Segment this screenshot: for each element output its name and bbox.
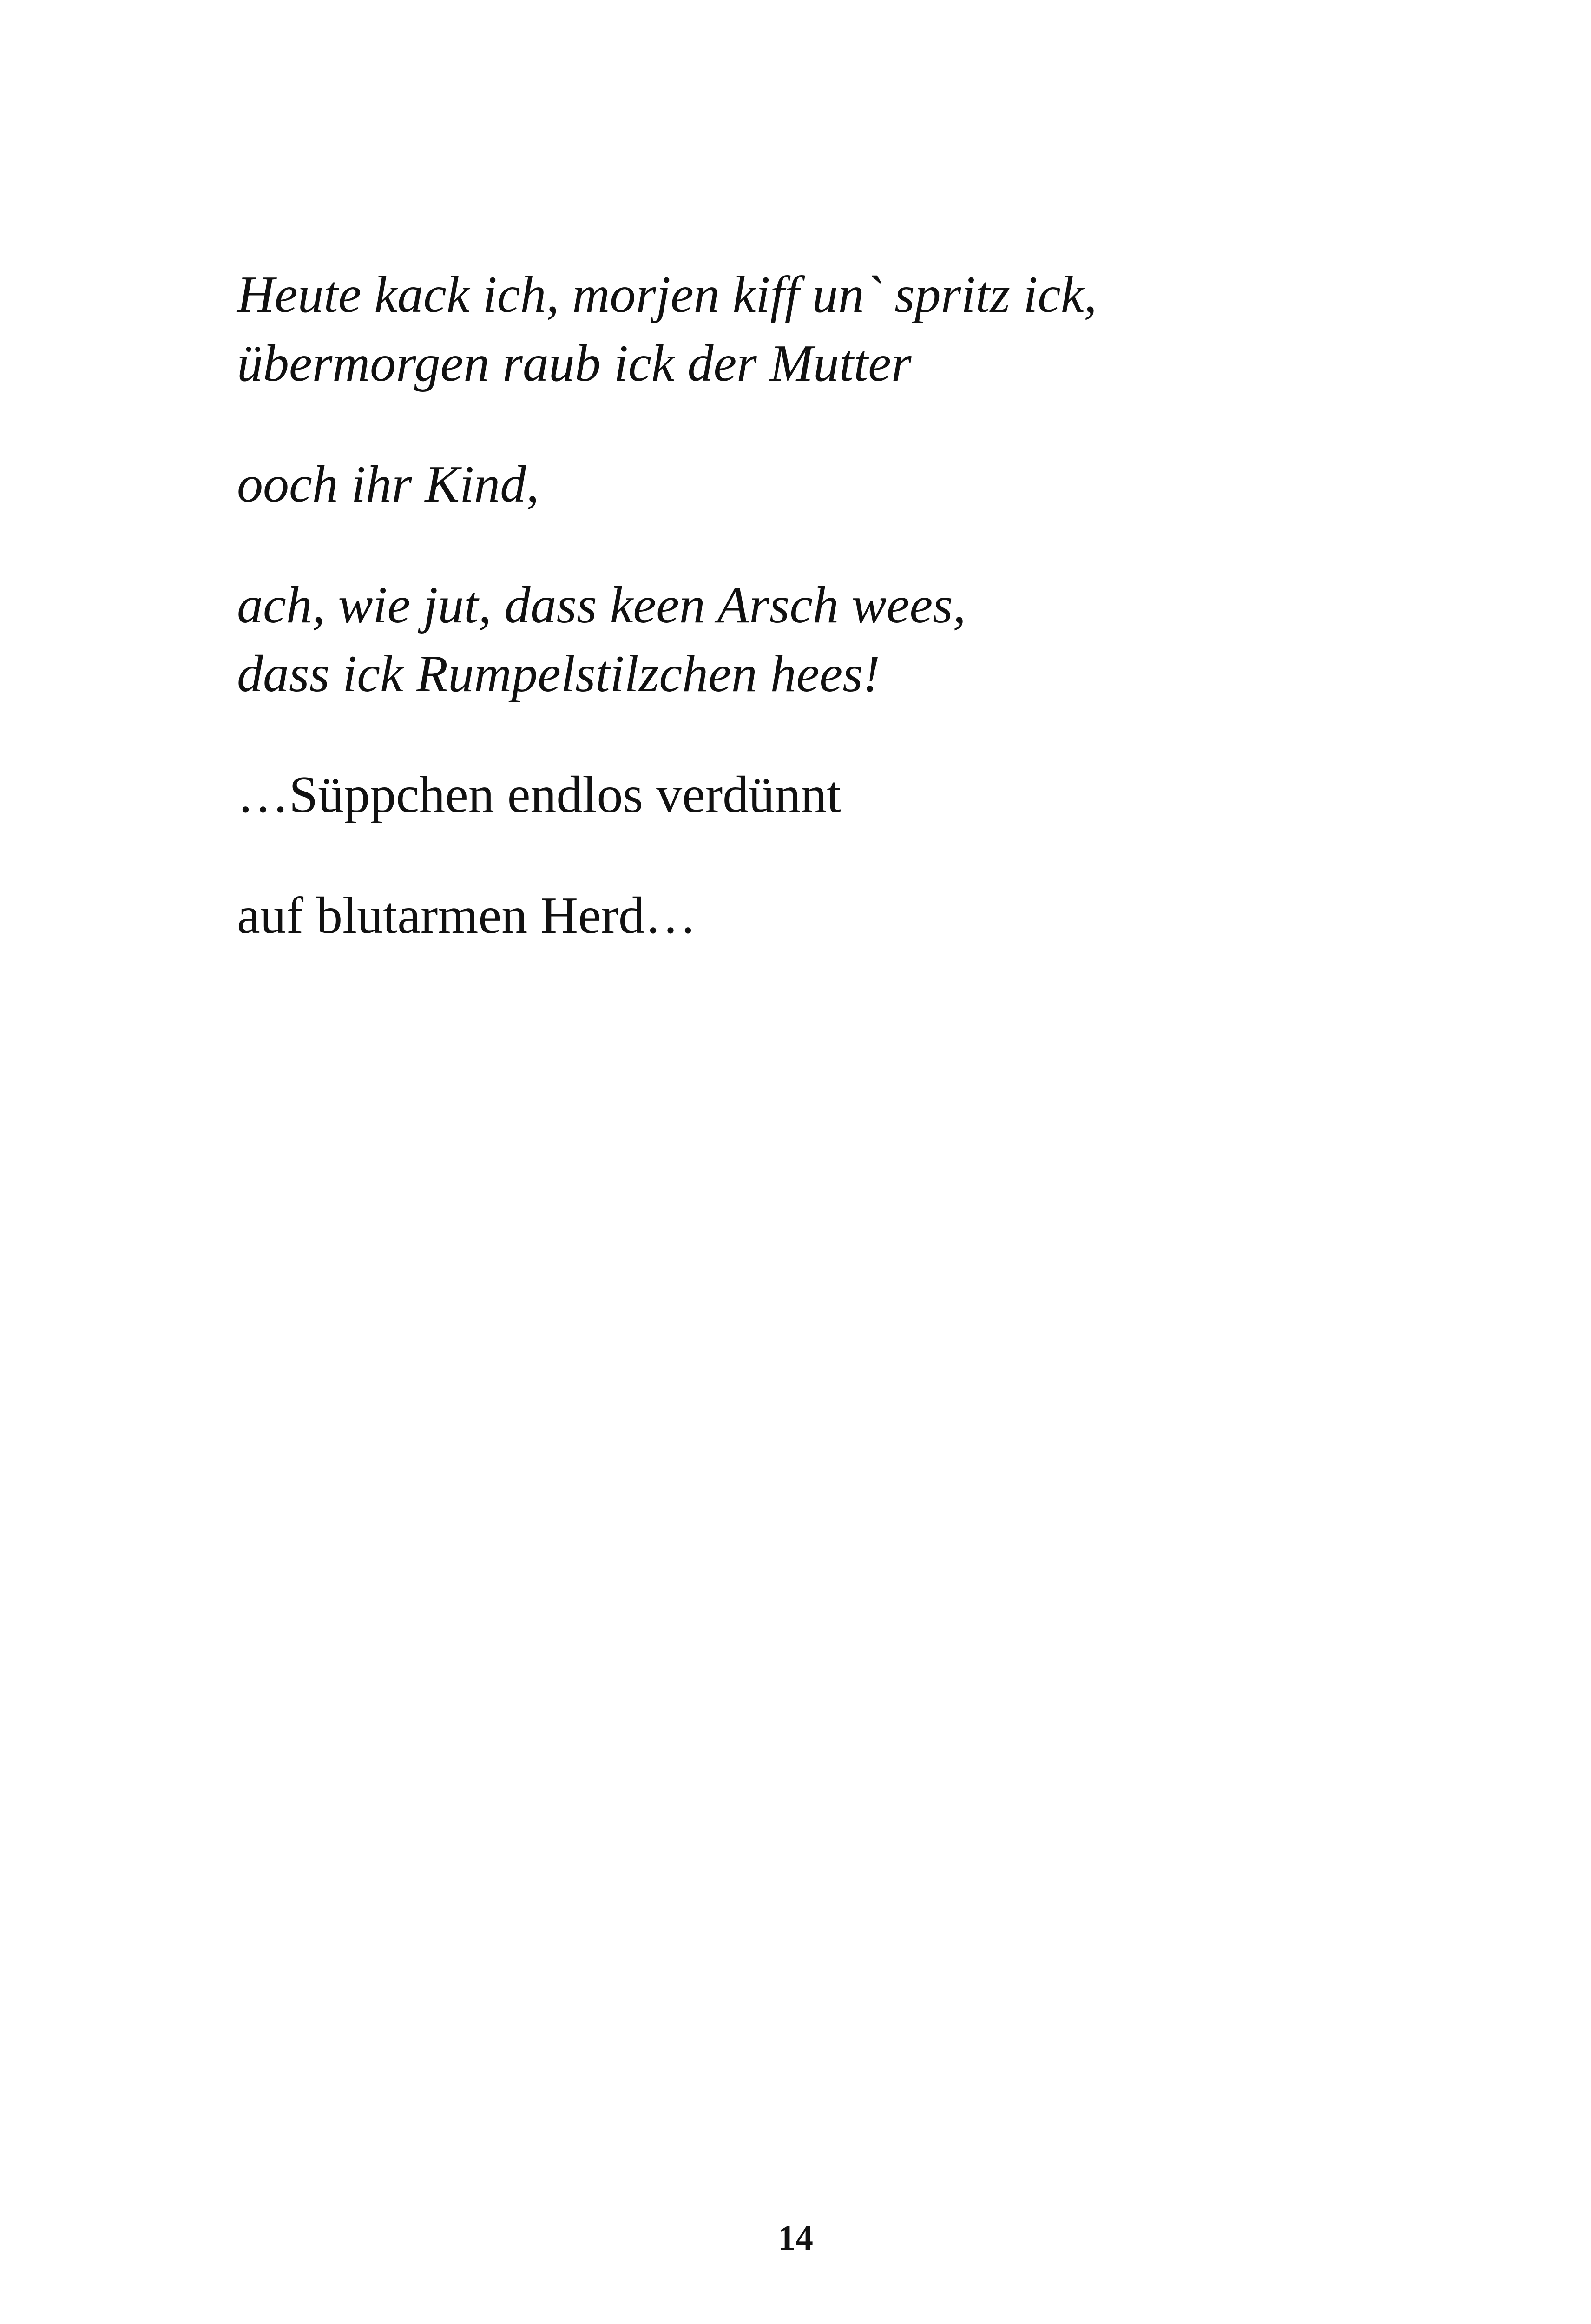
poem-line: übermorgen raub ick der Mutter — [237, 335, 912, 392]
stanza-5 — [237, 881, 1399, 950]
poem-line: Heute kack ich, morjen kiff un` spritz ick, — [237, 266, 1097, 324]
poem-text — [237, 260, 1399, 1002]
page-number: 14 — [778, 2218, 813, 2258]
poem-line: dass ick Rumpelstilzchen hees! — [237, 645, 881, 703]
poem-line: ach, wie jut, dass keen Arsch wees, — [237, 576, 966, 634]
poem-line: auf blutarmen Herd… — [237, 887, 697, 944]
poem-line: ooch ihr Kind, — [237, 456, 539, 513]
stanza-2 — [237, 450, 1399, 519]
poem-line: …Süppchen endlos verdünnt — [237, 766, 842, 824]
stanza-1 — [237, 260, 1399, 398]
stanza-4 — [237, 760, 1399, 829]
stanza-3 — [237, 571, 1399, 708]
